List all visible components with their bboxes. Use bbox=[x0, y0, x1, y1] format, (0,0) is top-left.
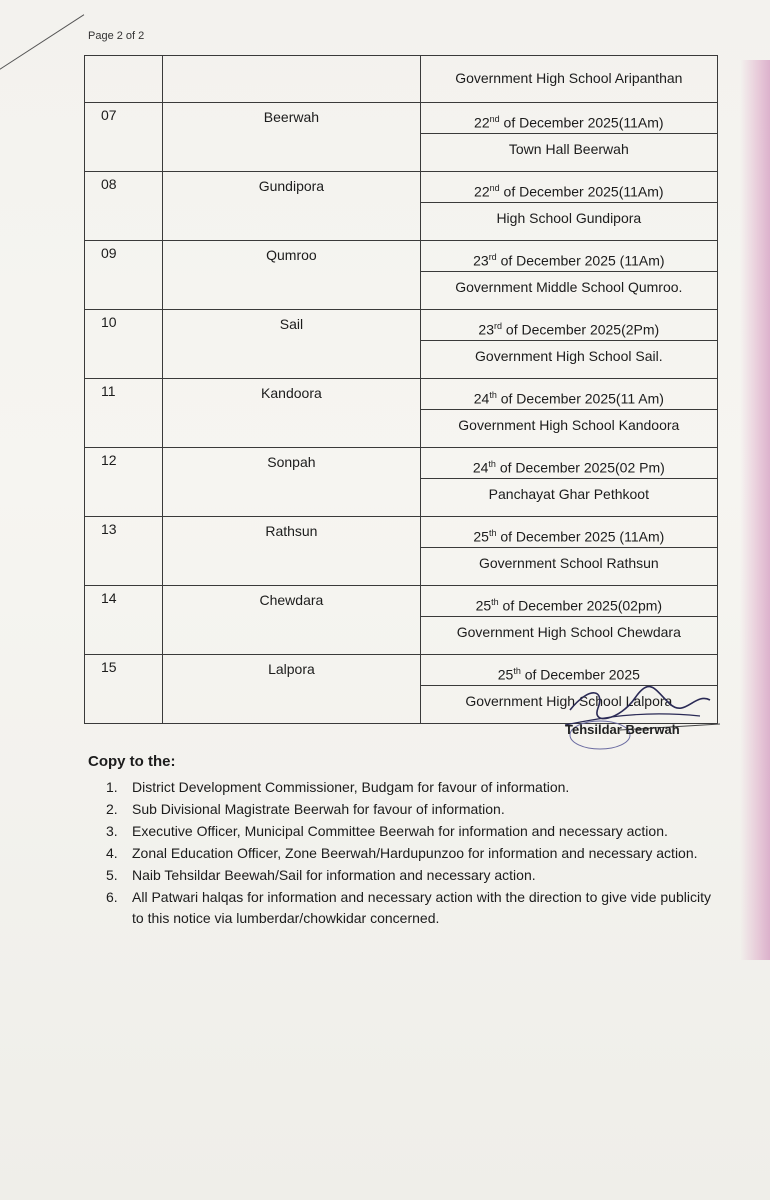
date-suffix: nd bbox=[489, 114, 500, 124]
location-cell: Lalpora bbox=[163, 655, 420, 724]
list-text: All Patwari halqas for information and necessary action with the direction to give vide publicity to this notice via lumberdar/chowkidar concerned. bbox=[132, 889, 711, 926]
date-venue-cell bbox=[420, 586, 717, 655]
venue-name: High School Gundipora bbox=[496, 210, 642, 226]
date-text: of December 2025(11Am) bbox=[499, 114, 664, 131]
date-day: 22 bbox=[474, 114, 490, 131]
list-text: District Development Commissioner, Budgam for favour of information. bbox=[132, 779, 570, 795]
serial-cell: 14 bbox=[85, 586, 163, 655]
list-item bbox=[106, 843, 716, 864]
date-venue-cell bbox=[420, 379, 717, 448]
serial-cell: 12 bbox=[85, 448, 163, 517]
date-day: 23 bbox=[478, 321, 494, 338]
date-suffix: th bbox=[488, 528, 497, 538]
copy-to-list bbox=[106, 777, 716, 930]
table-row bbox=[85, 448, 718, 517]
schedule-table bbox=[84, 55, 718, 724]
list-number: 1. bbox=[106, 779, 118, 795]
list-text: Zonal Education Officer, Zone Beerwah/Hardupunzoo for information and necessary action. bbox=[132, 845, 698, 861]
location-cell: Qumroo bbox=[163, 241, 420, 310]
list-item bbox=[106, 865, 716, 886]
date-venue-cell bbox=[420, 517, 717, 586]
meeting-date bbox=[421, 586, 717, 617]
signatory-title: Tehsildar Beerwah bbox=[565, 722, 680, 737]
list-text: Executive Officer, Municipal Committee Beerwah for information and necessary action. bbox=[132, 823, 668, 839]
date-suffix: th bbox=[489, 390, 497, 400]
location-cell: Gundipora bbox=[163, 172, 420, 241]
location-cell: Kandoora bbox=[163, 379, 420, 448]
serial-cell: 09 bbox=[85, 241, 163, 310]
list-item bbox=[106, 777, 716, 798]
location-cell bbox=[163, 56, 420, 103]
list-number: 3. bbox=[106, 823, 118, 839]
serial-cell: 07 bbox=[85, 103, 163, 172]
table-row bbox=[85, 586, 718, 655]
date-venue-cell bbox=[420, 310, 717, 379]
location-cell: Sail bbox=[163, 310, 420, 379]
date-venue-cell bbox=[420, 172, 717, 241]
date-text: of December 2025(2Pm) bbox=[502, 321, 660, 338]
date-venue-cell bbox=[420, 448, 717, 517]
venue-name: Government High School Sail. bbox=[475, 348, 663, 364]
table-row bbox=[85, 379, 718, 448]
page-number: Page 2 of 2 bbox=[88, 30, 145, 42]
date-suffix: th bbox=[513, 666, 521, 676]
date-suffix: rd bbox=[494, 321, 503, 331]
table-row bbox=[85, 517, 718, 586]
serial-cell: 15 bbox=[85, 655, 163, 724]
date-text: of December 2025 (11Am) bbox=[496, 528, 665, 545]
date-day: 25 bbox=[497, 666, 514, 683]
location-cell: Rathsun bbox=[163, 517, 420, 586]
serial-cell bbox=[85, 56, 163, 103]
meeting-date bbox=[421, 379, 717, 410]
serial-cell: 11 bbox=[85, 379, 163, 448]
list-number: 6. bbox=[106, 889, 118, 905]
date-venue-cell bbox=[420, 103, 717, 172]
date-suffix: nd bbox=[489, 183, 500, 193]
meeting-date bbox=[421, 517, 717, 548]
venue-name: Panchayat Ghar Pethkoot bbox=[488, 486, 649, 502]
list-item bbox=[106, 799, 716, 820]
date-day: 25 bbox=[473, 528, 489, 545]
date-day: 24 bbox=[472, 459, 489, 476]
list-item bbox=[106, 821, 716, 842]
date-day: 25 bbox=[475, 597, 492, 614]
list-number: 4. bbox=[106, 845, 118, 861]
date-day: 23 bbox=[473, 252, 489, 269]
meeting-date bbox=[421, 448, 717, 479]
paper-edge-shading bbox=[740, 60, 770, 960]
venue-name: Government High School Chewdara bbox=[456, 624, 681, 640]
list-item bbox=[106, 887, 716, 929]
meeting-date bbox=[421, 172, 717, 203]
location-cell: Chewdara bbox=[163, 586, 420, 655]
venue-name: Town Hall Beerwah bbox=[508, 141, 629, 157]
date-text: of December 2025(11Am) bbox=[499, 183, 664, 200]
serial-cell: 08 bbox=[85, 172, 163, 241]
date-suffix: rd bbox=[488, 252, 497, 262]
list-text: Naib Tehsildar Beewah/Sail for information and necessary action. bbox=[132, 867, 536, 883]
location-cell: Beerwah bbox=[163, 103, 420, 172]
signature-stamp bbox=[560, 680, 730, 760]
signature-scribble bbox=[560, 680, 730, 760]
table-row bbox=[85, 310, 718, 379]
location-cell: Sonpah bbox=[163, 448, 420, 517]
copy-to-heading: Copy to the: bbox=[88, 753, 176, 770]
meeting-date bbox=[421, 241, 717, 272]
meeting-date bbox=[421, 310, 717, 341]
table-row bbox=[85, 56, 718, 103]
venue-name: Government Middle School Qumroo. bbox=[455, 279, 683, 295]
venue-name: Government High School Lalpora bbox=[465, 693, 673, 709]
date-venue-cell bbox=[420, 241, 717, 310]
table-row bbox=[85, 241, 718, 310]
venue-name: Government High School Kandoora bbox=[458, 417, 680, 433]
serial-cell: 10 bbox=[85, 310, 163, 379]
date-text: of December 2025(11 Am) bbox=[496, 390, 664, 407]
table-row bbox=[85, 103, 718, 172]
fold-line bbox=[0, 0, 84, 75]
date-day: 24 bbox=[473, 390, 490, 407]
list-text: Sub Divisional Magistrate Beerwah for favour of information. bbox=[132, 801, 505, 817]
list-number: 2. bbox=[106, 801, 118, 817]
date-text: of December 2025(02pm) bbox=[498, 597, 663, 614]
venue-name: Government School Rathsun bbox=[478, 555, 659, 571]
date-suffix: th bbox=[491, 597, 499, 607]
date-text: of December 2025(02 Pm) bbox=[495, 459, 665, 476]
meeting-date bbox=[421, 103, 717, 134]
table-row bbox=[85, 172, 718, 241]
date-day: 22 bbox=[474, 183, 490, 200]
venue-cell: Government High School Aripanthan bbox=[420, 56, 717, 103]
list-number: 5. bbox=[106, 867, 118, 883]
date-text: of December 2025 bbox=[520, 666, 640, 683]
serial-cell: 13 bbox=[85, 517, 163, 586]
date-text: of December 2025 (11Am) bbox=[496, 252, 665, 269]
date-suffix: th bbox=[488, 459, 496, 469]
